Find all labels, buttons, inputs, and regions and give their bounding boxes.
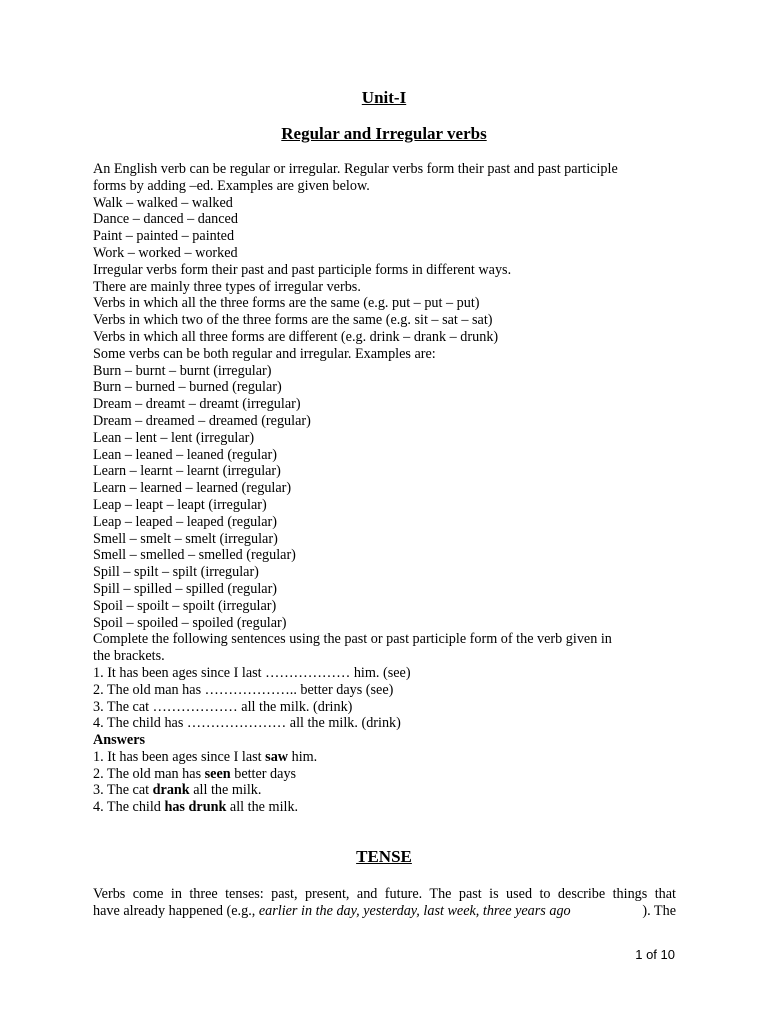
- both-example: Learn – learned – learned (regular): [93, 480, 292, 497]
- both-example: Leap – leaped – leaped (regular): [93, 513, 277, 530]
- answer-text: all the milk.: [226, 799, 299, 816]
- answers-heading: [93, 732, 676, 749]
- both-example: Burn – burnt – burnt (irregular): [93, 362, 272, 379]
- answer-word: seen: [204, 765, 231, 782]
- exercise-question: 3. The cat ……………… all the milk. (drink): [93, 698, 353, 715]
- both-example: Lean – leaned – leaned (regular): [93, 446, 277, 463]
- answers-heading-text: Answers: [93, 732, 146, 749]
- irregular-intro-line: Verbs in which all three forms are different (e.g. drink – drank – drunk): [93, 328, 499, 345]
- answer-text: him.: [288, 748, 318, 765]
- page-indicator: 1 of 10: [635, 947, 675, 962]
- both-example: Smell – smelt – smelt (irregular): [93, 530, 278, 547]
- answer-word: drank: [152, 782, 190, 799]
- both-example: Spill – spilt – spilt (irregular): [93, 564, 259, 581]
- answer-text: 2. The old man has: [93, 765, 205, 782]
- both-example: Smell – smelled – smelled (regular): [93, 547, 296, 564]
- both-example: Spill – spilled – spilled (regular): [93, 580, 278, 597]
- tense-paragraph: [93, 886, 676, 920]
- both-example: Leap – leapt – leapt (irregular): [93, 496, 267, 513]
- intro-line: An English verb can be regular or irregular. Regular verbs form their past and past participle: [93, 161, 618, 177]
- answer-text: all the milk.: [189, 782, 262, 799]
- answer-line: [93, 766, 676, 783]
- irregular-intro-line: Irregular verbs form their past and past participle forms in different ways.: [93, 261, 512, 278]
- both-example: Dream – dreamt – dreamt (irregular): [93, 396, 301, 413]
- both-example: Dream – dreamed – dreamed (regular): [93, 412, 311, 429]
- irregular-intro-line: Verbs in which all the three forms are the same (e.g. put – put – put): [93, 295, 480, 312]
- answer-line: [93, 799, 676, 816]
- answer-word: has drunk: [164, 799, 227, 816]
- both-example: Burn – burned – burned (regular): [93, 379, 282, 396]
- answer-text: better days: [230, 765, 297, 782]
- both-example: Spoil – spoiled – spoiled (regular): [93, 614, 287, 631]
- regular-example: Paint – painted – painted: [93, 228, 235, 245]
- both-example: Learn – learnt – learnt (irregular): [93, 463, 281, 480]
- answer-line: [93, 749, 676, 766]
- tense-text: have already happened (e.g.,: [93, 902, 259, 919]
- regular-example: Work – worked – worked: [93, 244, 238, 261]
- exercise-instruction: Complete the following sentences using the past or past participle form of the verb given in: [93, 631, 612, 648]
- answer-line: [93, 782, 676, 799]
- intro-line: forms by adding –ed. Examples are given below.: [93, 177, 370, 194]
- answer-text: 4. The child: [93, 799, 165, 816]
- regular-example: Dance – danced – danced: [93, 211, 238, 228]
- irregular-intro-line: Verbs in which two of the three forms are the same (e.g. sit – sat – sat): [93, 312, 493, 329]
- tense-title: TENSE: [356, 847, 412, 866]
- regular-example: Walk – walked – walked: [93, 194, 233, 211]
- answer-text: 1. It has been ages since I last: [93, 748, 266, 765]
- both-example: Spoil – spoilt – spoilt (irregular): [93, 597, 277, 614]
- section-title: Regular and Irregular verbs: [281, 124, 487, 143]
- answer-text: 3. The cat: [93, 782, 153, 799]
- exercise-instruction: the brackets.: [93, 648, 165, 665]
- irregular-intro-line: There are mainly three types of irregular verbs.: [93, 278, 361, 295]
- both-example: Lean – lent – lent (irregular): [93, 429, 255, 446]
- exercise-question: 4. The child has ………………… all the milk. (drink): [93, 715, 401, 732]
- tense-line: Verbs come in three tenses: past, present, and future. The past is used to describe things that: [93, 886, 676, 902]
- answer-word: saw: [265, 748, 289, 765]
- tense-text: ). The: [642, 902, 676, 919]
- tense-line-text: [93, 903, 571, 920]
- exercise-question: 1. It has been ages since I last ……………… him. (see): [93, 664, 411, 681]
- main-text: [93, 161, 676, 816]
- tense-examples: earlier in the day, yesterday, last week, three years ago: [258, 902, 571, 919]
- exercise-question: 2. The old man has ……………….. better days (see): [93, 681, 394, 698]
- tense-line: [93, 903, 676, 920]
- unit-title: Unit-I: [361, 88, 407, 107]
- irregular-intro-line: Some verbs can be both regular and irregular. Examples are:: [93, 345, 436, 362]
